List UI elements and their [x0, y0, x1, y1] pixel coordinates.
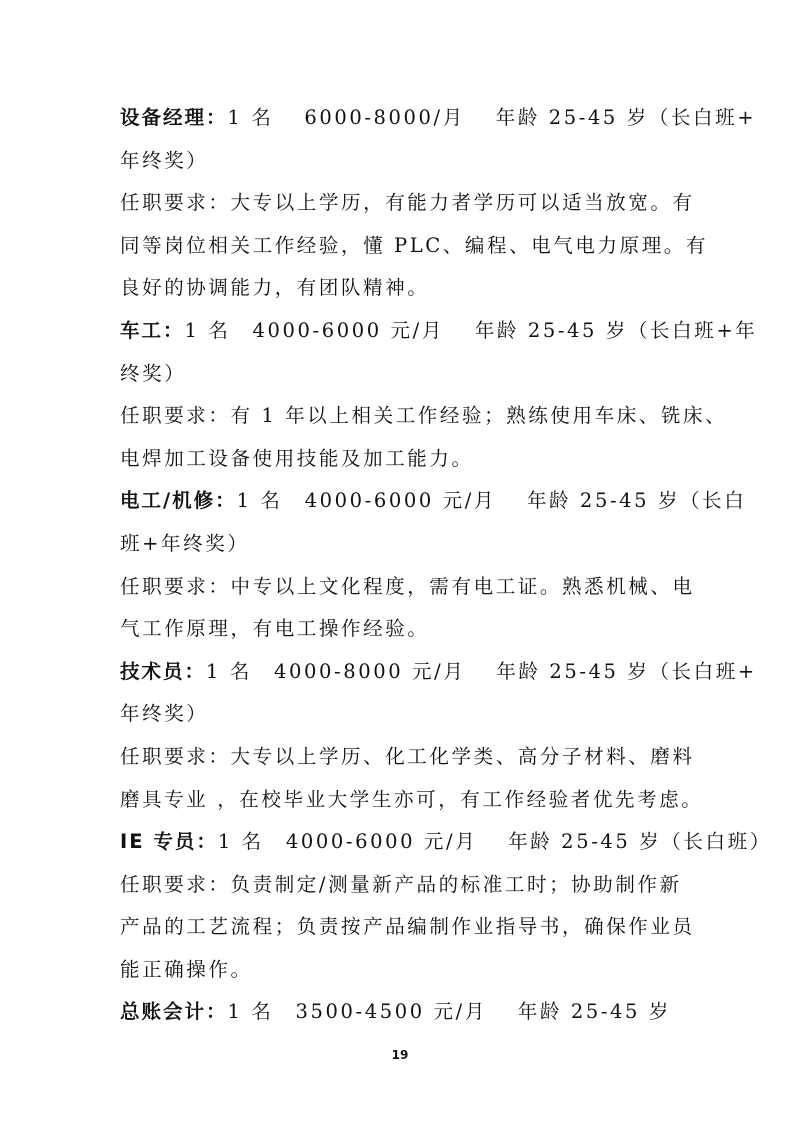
line-text: 年终奖）	[120, 702, 209, 726]
position-title: IE 专员：	[120, 830, 218, 854]
line-text: 产品的工艺流程；负责按产品编制作业指导书，确保作业员	[120, 915, 695, 939]
line-text: 1 名 6000-8000/月 年龄 25-45 岁（长白班+	[227, 106, 757, 129]
line-text: 班+年终奖）	[120, 531, 250, 555]
text-line	[120, 310, 758, 353]
line-text: 终奖）	[120, 361, 187, 385]
line-text: 任职要求：有 1 年以上相关工作经验；熟练使用车床、铣床、	[120, 404, 728, 428]
position-title: 总账会计：	[120, 1000, 228, 1024]
text-line	[120, 949, 688, 992]
text-line	[120, 608, 688, 651]
position-title: 技术员：	[120, 659, 207, 683]
line-text: 磨具专业 ，在校毕业大学生亦可，有工作经验者优先考虑。	[120, 787, 704, 811]
position-title: 车工：	[120, 318, 185, 342]
line-text: 任职要求：大专以上学历、化工化学类、高分子材料、磨料	[120, 744, 695, 768]
line-text: 任职要求：负责制定/测量新产品的标准工时；协助制作新	[120, 872, 682, 896]
line-text: 1 名 4000-8000 元/月 年龄 25-45 岁（长白班+	[206, 659, 757, 683]
text-line	[120, 693, 688, 736]
page-number: 19	[391, 1048, 409, 1062]
line-text: 同等岗位相关工作经验，懂 PLC、编程、电气电力原理。有	[120, 233, 708, 257]
text-line	[120, 182, 695, 225]
text-line	[120, 821, 772, 864]
line-text: 良好的协调能力，有团队精神。	[120, 276, 430, 300]
text-line	[120, 566, 695, 609]
text-line	[120, 438, 688, 481]
text-line	[120, 991, 688, 1034]
text-line	[120, 736, 695, 779]
line-text: 1 名 4000-6000 元/月 年龄 25-45 岁（长白	[236, 489, 747, 513]
text-line	[120, 140, 688, 183]
text-line	[120, 523, 688, 566]
text-line	[120, 267, 688, 310]
text-line	[120, 651, 757, 694]
line-text: 电焊加工设备使用技能及加工能力。	[120, 446, 474, 470]
line-text: 1 名 4000-6000 元/月 年龄 25-45 岁（长白班+年	[184, 318, 758, 342]
text-line	[120, 395, 728, 438]
document-body	[120, 97, 772, 1034]
text-line	[120, 480, 747, 523]
line-text: 能正确操作。	[120, 957, 253, 981]
text-line	[120, 97, 757, 140]
line-text: 任职要求：大专以上学历，有能力者学历可以适当放宽。有	[120, 191, 695, 215]
text-line	[120, 225, 708, 268]
text-line	[120, 864, 688, 907]
line-text: 气工作原理，有电工操作经验。	[120, 617, 430, 641]
line-text: 年终奖）	[120, 148, 209, 172]
line-text: 任职要求：中专以上文化程度，需有电工证。熟悉机械、电	[120, 574, 695, 598]
text-line	[120, 353, 688, 396]
text-line	[120, 779, 704, 822]
text-line	[120, 906, 695, 949]
line-text: 1 名 4000-6000 元/月 年龄 25-45 岁（长白班）	[217, 830, 772, 854]
line-text: 1 名 3500-4500 元/月 年龄 25-45 岁	[227, 1000, 671, 1024]
position-title: 设备经理：	[120, 106, 228, 129]
position-title: 电工/机修：	[120, 489, 237, 513]
